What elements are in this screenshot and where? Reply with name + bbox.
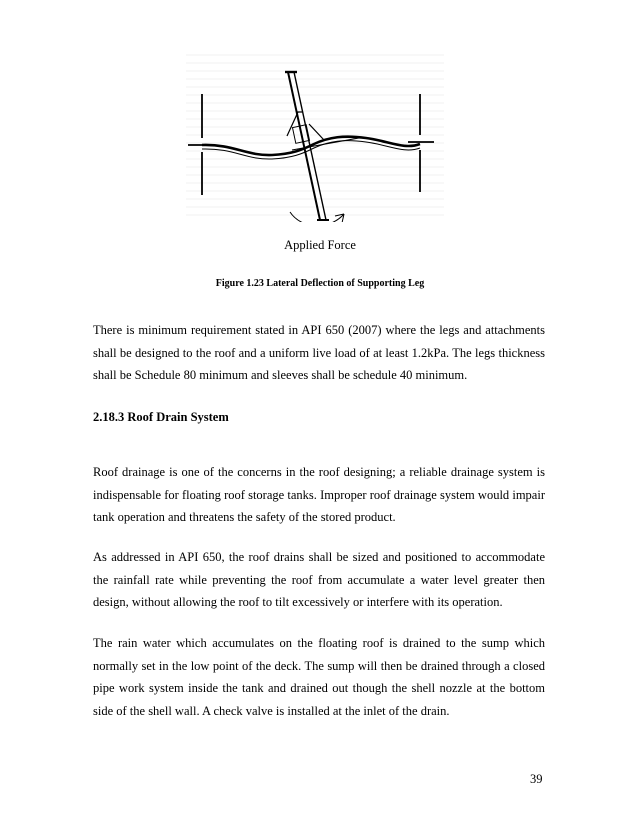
section-heading: 2.18.3 Roof Drain System xyxy=(93,410,229,424)
paragraph-api-sizing: As addressed in API 650, the roof drains shall be sized and positioned to accommodate the rainfall rate while preventing the roof from accumulate a water level greater then design, without allowing the roof to tilt excessively or interfere with its operation. xyxy=(93,550,545,609)
leg-deflection-figure xyxy=(184,52,446,222)
leg-deflection-diagram xyxy=(184,52,446,222)
figure-caption-line xyxy=(0,278,638,289)
applied-force-label-line xyxy=(0,238,638,253)
paragraph-rain-water: The rain water which accumulates on the floating roof is drained to the sump which normally set in the low point of the deck. The sump will then be drained through a closed pipe work system inside the tank and drained out though the shell nozzle at the bottom side of the shell wall. A check valve is installed at the inlet of the drain. xyxy=(93,636,545,718)
figure-gridlines xyxy=(186,55,444,215)
applied-force-label: Applied Force xyxy=(284,238,356,252)
paragraph-legs-requirement: There is minimum requirement stated in API 650 (2007) where the legs and attachments shall be designed to the roof and a uniform live load of at least 1.2kPa. The legs thickness shall be Schedule 80 minimum and sleeves shall be schedule 40 minimum. xyxy=(93,323,545,382)
page-number: 39 xyxy=(530,772,543,786)
paragraph-drainage-intro: Roof drainage is one of the concerns in the roof designing; a reliable drainage system is indispensable for floating roof storage tanks. Improper roof drainage system would impair tank operation and threatens the safety of the stored product. xyxy=(93,465,545,524)
figure-caption: Figure 1.23 Lateral Deflection of Supporting Leg xyxy=(215,278,425,289)
